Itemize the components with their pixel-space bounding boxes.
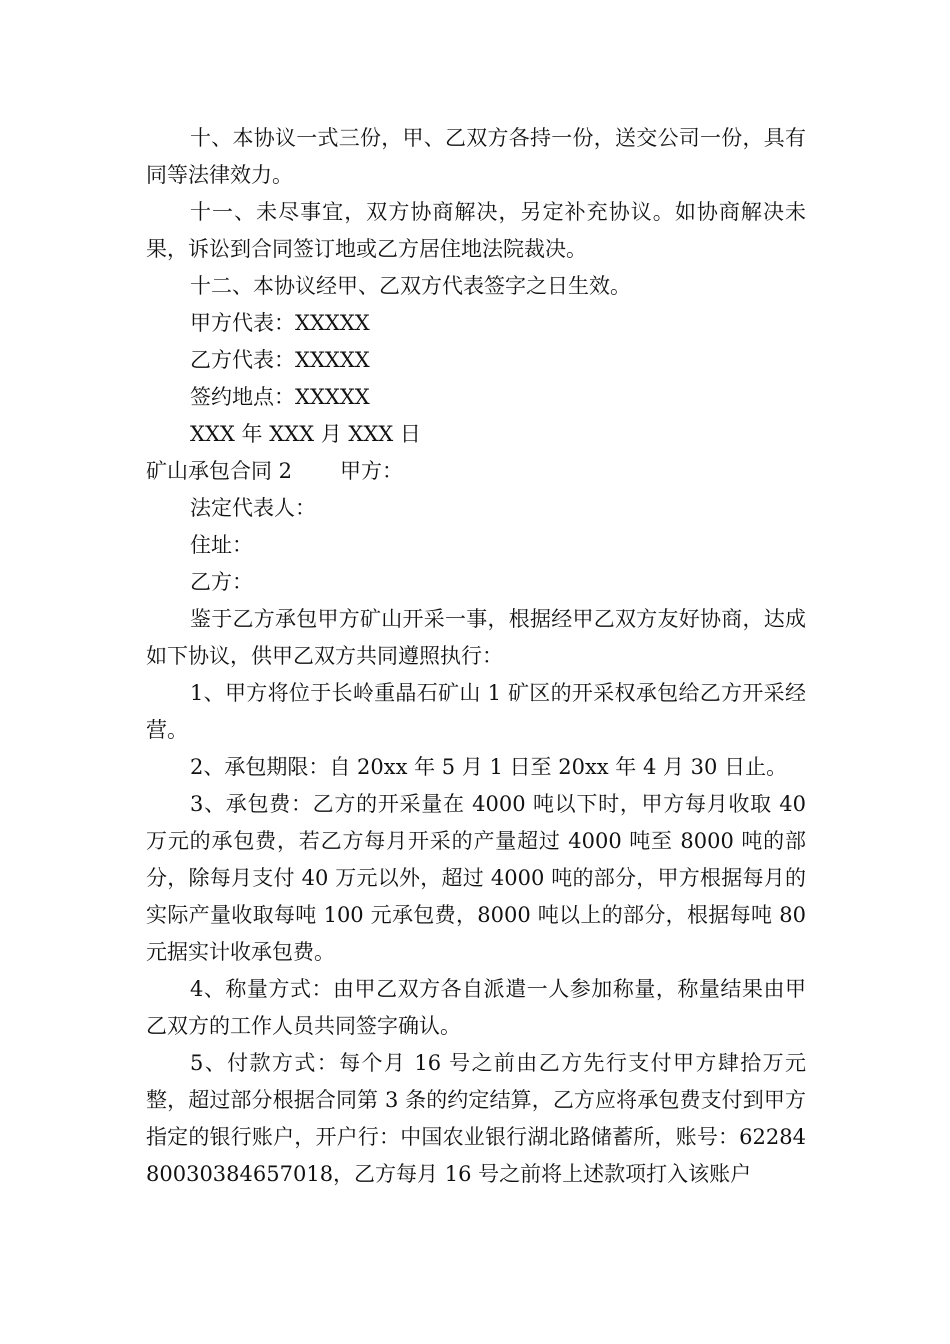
signing-location: 签约地点：XXXXX — [190, 385, 370, 409]
term-5: 5、付款方式：每个月 16 号之前由乙方先行支付甲方肆拾万元整，超过部分根据合同第 3 条的约定结算，乙方应将承包费支付到甲方指定的银行账户，开户行：中国农业银行湖北路储蓄所，账号：6228480030384657018，乙方每月 16 号之前将上述款项打入该账户 — [146, 1051, 806, 1186]
term-1: 1、甲方将位于长岭重晶石矿山 1 矿区的开采权承包给乙方开采经营。 — [146, 681, 806, 742]
term-3: 3、承包费：乙方的开采量在 4000 吨以下时，甲方每月收取 40 万元的承包费，若乙方每月开采的产量超过 4000 吨至 8000 吨的部分，除每月支付 40 万元以外，超过 4000 吨的部分，甲方根据每月的实际产量收取每吨 100 元承包费，8000 吨以上的部分，根据每吨 80 元据实计收承包费。 — [146, 792, 806, 964]
address: 住址： — [190, 533, 253, 557]
clause-12: 十二、本协议经甲、乙双方代表签字之日生效。 — [190, 274, 631, 298]
document-body — [146, 120, 806, 1193]
term-2: 2、承包期限：自 20xx 年 5 月 1 日至 20xx 年 4 月 30 日止。 — [190, 755, 788, 779]
contract-2-heading — [146, 453, 806, 490]
party-a-representative: 甲方代表：XXXXX — [190, 311, 370, 335]
term-4: 4、称量方式：由甲乙双方各自派遣一人参加称量，称量结果由甲乙双方的工作人员共同签字确认。 — [146, 977, 806, 1038]
clause-11: 十一、未尽事宜，双方协商解决，另定补充协议。如协商解决未果，诉讼到合同签订地或乙方居住地法院裁决。 — [146, 200, 806, 261]
party-b-representative: 乙方代表：XXXXX — [190, 348, 370, 372]
signing-date: XXX 年 XXX 月 XXX 日 — [190, 422, 421, 446]
clause-10: 十、本协议一式三份，甲、乙双方各持一份，送交公司一份，具有同等法律效力。 — [146, 126, 806, 187]
party-b-label: 乙方： — [190, 570, 253, 594]
legal-representative: 法定代表人： — [190, 496, 316, 520]
preamble: 鉴于乙方承包甲方矿山开采一事，根据经甲乙双方友好协商，达成如下协议，供甲乙双方共同遵照执行： — [146, 607, 806, 668]
party-a-label: 甲方： — [340, 459, 404, 483]
contract-2-title: 矿山承包合同 2 — [146, 459, 293, 483]
